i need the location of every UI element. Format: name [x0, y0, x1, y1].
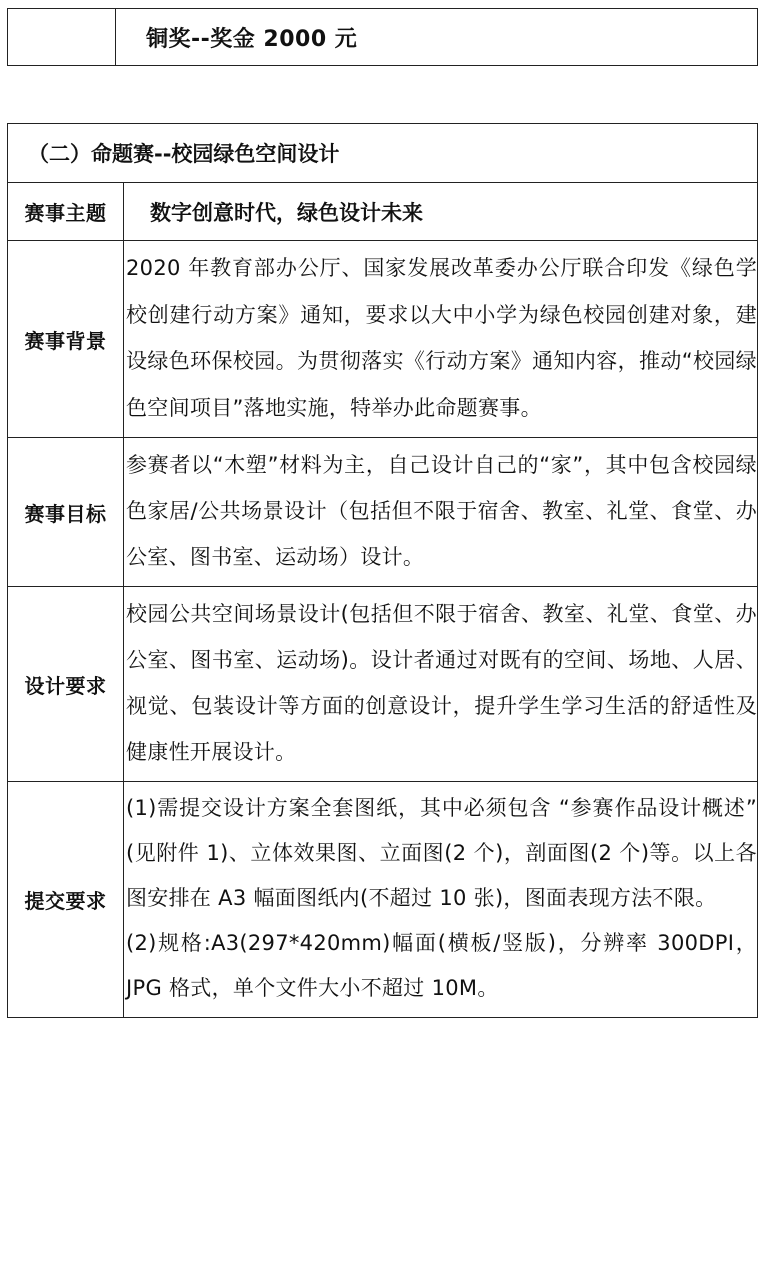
submission-row — [8, 782, 758, 1018]
award-table — [7, 8, 758, 66]
submission-item-1: (1)需提交设计方案全套图纸，其中必须包含 “参赛作品设计概述” (见附件 1)、立体效果图、立面图(2 个)，剖面图(2 个)等。以上各图安排在 A3 幅面图纸内(不超过 10 张)，图面表现方法不限。 — [126, 796, 757, 910]
competition-table — [7, 123, 758, 1018]
design-row — [8, 587, 758, 782]
background-row — [8, 241, 758, 438]
theme-row — [8, 183, 758, 241]
theme-label: 赛事主题 — [8, 183, 124, 241]
submission-item-2: (2)规格:A3(297*420mm)幅面(横板/竖版)，分辨率 300DPI，JPG 格式，单个文件大小不超过 10M。 — [126, 931, 757, 1000]
goal-text: 参赛者以“木塑”材料为主，自己设计自己的“家”，其中包含校园绿色家居/公共场景设计（包括但不限于宿舍、教室、礼堂、食堂、办公室、图书室、运动场）设计。 — [124, 438, 758, 587]
background-label: 赛事背景 — [8, 241, 124, 438]
section-title: （二）命题赛--校园绿色空间设计 — [8, 124, 758, 183]
design-text: 校园公共空间场景设计(包括但不限于宿舍、教室、礼堂、食堂、办公室、图书室、运动场)。设计者通过对既有的空间、场地、人居、视觉、包装设计等方面的创意设计，提升学生学习生活的舒适性及健康性开展设计。 — [124, 587, 758, 782]
design-label: 设计要求 — [8, 587, 124, 782]
goal-row — [8, 438, 758, 587]
award-text: 铜奖--奖金 2000 元 — [116, 9, 758, 66]
award-row — [8, 9, 758, 66]
submission-content — [124, 782, 758, 1018]
award-label-cell — [8, 9, 116, 66]
goal-label: 赛事目标 — [8, 438, 124, 587]
theme-value: 数字创意时代，绿色设计未来 — [124, 183, 758, 241]
background-text: 2020 年教育部办公厅、国家发展改革委办公厅联合印发《绿色学校创建行动方案》通知，要求以大中小学为绿色校园创建对象，建设绿色环保校园。为贯彻落实《行动方案》通知内容，推动“校园绿色空间项目”落地实施，特举办此命题赛事。 — [124, 241, 758, 438]
submission-label: 提交要求 — [8, 782, 124, 1018]
section-title-row — [8, 124, 758, 183]
